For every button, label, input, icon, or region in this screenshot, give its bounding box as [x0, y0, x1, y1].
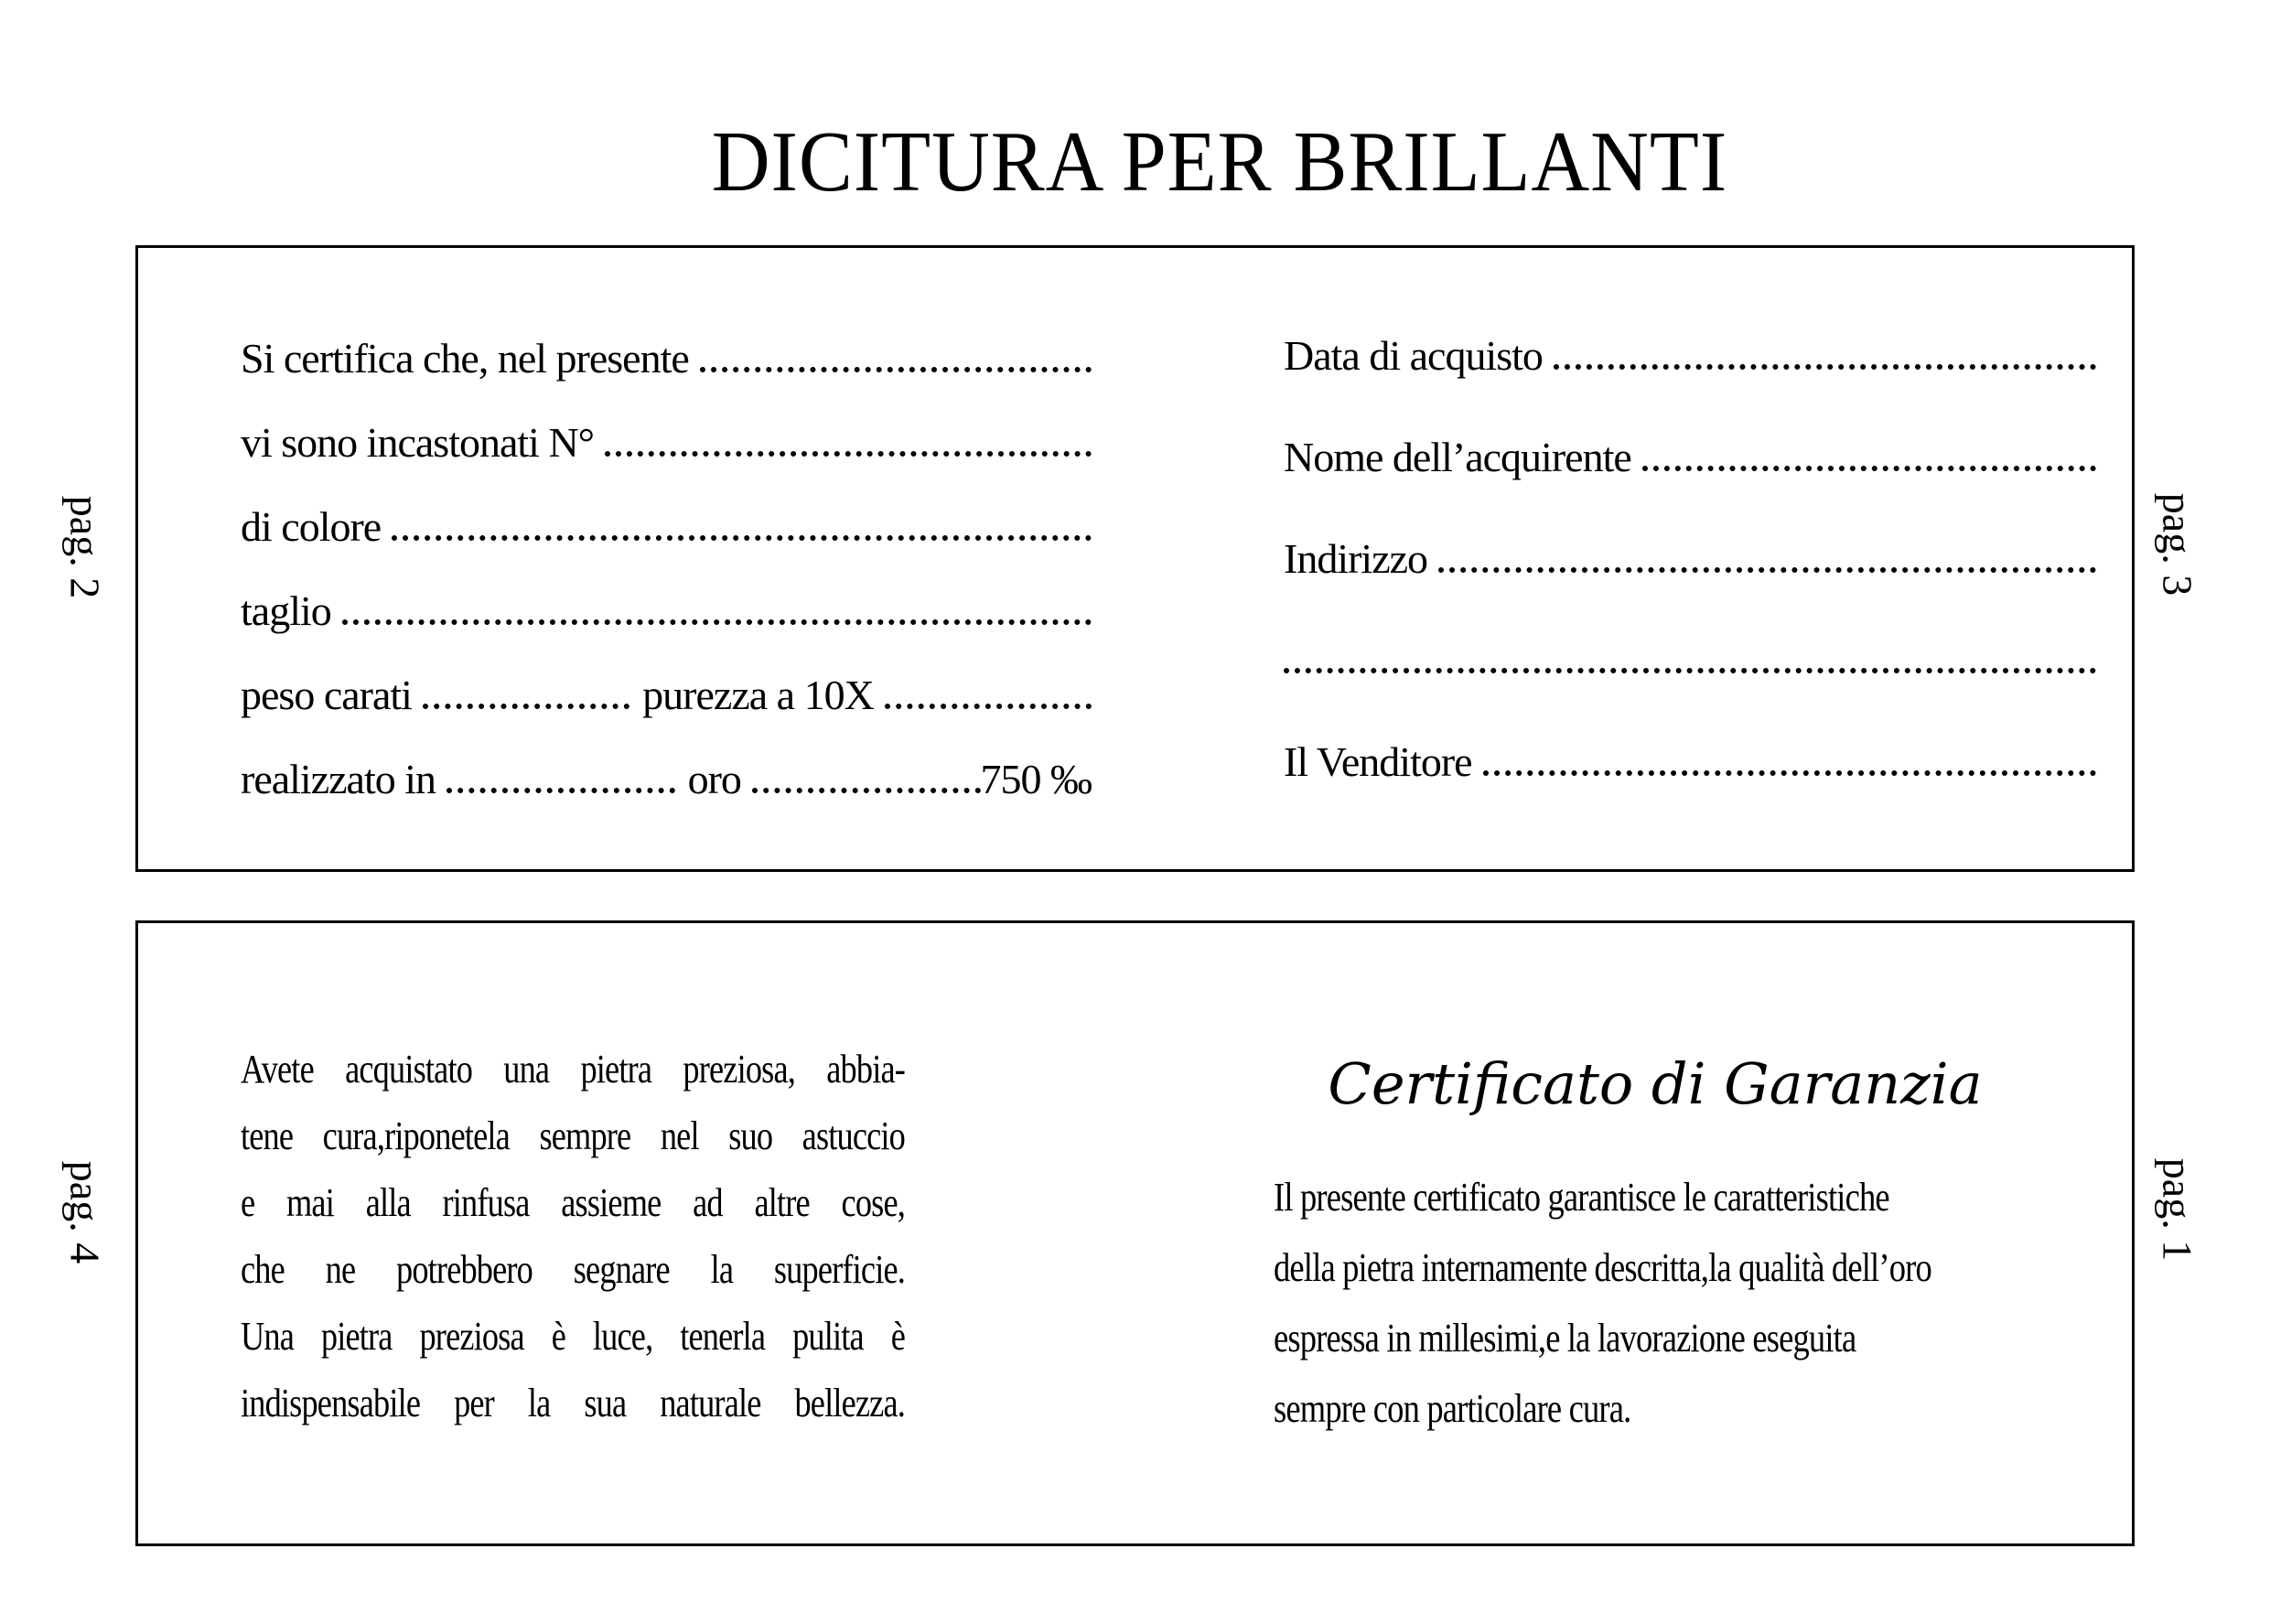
care-line: indispensabile per la sua naturale bellezza. — [241, 1381, 905, 1425]
fill-line-data-acquisto — [1284, 331, 2096, 433]
field-label: Indirizzo — [1284, 535, 1428, 582]
dotted-leader — [392, 535, 1092, 541]
fill-line-nome-acquirente — [1284, 433, 2096, 534]
dotted-leader — [1554, 364, 2096, 370]
dotted-leader — [1284, 668, 2096, 673]
fill-line-oro — [241, 755, 1092, 839]
field-label: vi sono incastonati N° — [241, 419, 595, 466]
field-label: oro — [687, 756, 741, 802]
guarantee-line: Il presente certificato garantisce le caratteristiche — [1274, 1175, 1889, 1220]
dotted-leader — [423, 704, 629, 709]
care-line: Una pietra preziosa è luce, tenerla pulita è — [241, 1314, 905, 1359]
page-label-pag2: pag. 2 — [61, 495, 109, 599]
dotted-leader — [700, 367, 1092, 372]
guarantee-line: sempre con particolare cura. — [1274, 1386, 1631, 1431]
dotted-leader — [446, 788, 675, 793]
page-label-pag3: pag. 3 — [2154, 492, 2201, 597]
gold-fineness-value: 750 ‰ — [980, 756, 1092, 802]
page-label-pag1: pag. 1 — [2154, 1157, 2201, 1262]
field-label: Data di acquisto — [1284, 332, 1543, 379]
fill-line-indirizzo — [1284, 534, 2096, 636]
fill-line-venditore — [1284, 737, 2096, 839]
care-line: tene cura,riponetela sempre nel suo astuccio — [241, 1113, 905, 1158]
fill-line-incastonati — [241, 418, 1092, 502]
guarantee-line: della pietra internamente descritta,la qualità dell’oro — [1274, 1245, 1931, 1290]
dotted-leader — [342, 619, 1092, 625]
dotted-leader — [1438, 567, 2096, 573]
fill-line-indirizzo-continuation — [1284, 636, 2096, 737]
dotted-leader — [1483, 770, 2096, 776]
page-title: DICITURA PER BRILLANTI — [711, 114, 1728, 210]
dotted-leader — [885, 704, 1092, 709]
fill-line-taglio — [241, 586, 1092, 671]
guarantee-line: espressa in millesimi,e la lavorazione eseguita — [1274, 1316, 1856, 1361]
fill-line-peso-purezza — [241, 671, 1092, 755]
guarantee-paragraph — [1274, 1162, 2079, 1444]
guarantee-heading: Certificato di Garanzia — [1328, 1050, 1983, 1117]
field-label: peso carati — [241, 672, 412, 718]
field-label: realizzato in — [241, 756, 436, 802]
field-label: taglio — [241, 587, 331, 634]
field-label: purezza a 10X — [642, 672, 874, 718]
field-label: Nome dell’acquirente — [1284, 434, 1631, 480]
dotted-leader — [1642, 466, 2096, 471]
care-instructions-paragraph — [241, 1036, 905, 1436]
bottom-certificate-box — [135, 920, 2135, 1546]
fill-line-colore — [241, 502, 1092, 586]
stone-details-column — [241, 334, 1092, 839]
care-line: Avete acquistato una pietra preziosa, abbia- — [241, 1047, 905, 1092]
field-label: di colore — [241, 503, 382, 550]
page-label-pag4: pag. 4 — [61, 1160, 109, 1264]
field-label: Il Venditore — [1284, 738, 1472, 785]
top-certificate-box — [135, 245, 2135, 872]
dotted-leader — [752, 788, 981, 793]
care-line: che ne potrebbero segnare la superficie. — [241, 1247, 905, 1292]
dotted-leader — [605, 451, 1092, 457]
purchase-details-column — [1284, 331, 2096, 839]
care-line: e mai alla rinfusa assieme ad altre cose, — [241, 1180, 905, 1225]
fill-line-certifica — [241, 334, 1092, 418]
field-label: Si certifica che, nel presente — [241, 335, 689, 382]
